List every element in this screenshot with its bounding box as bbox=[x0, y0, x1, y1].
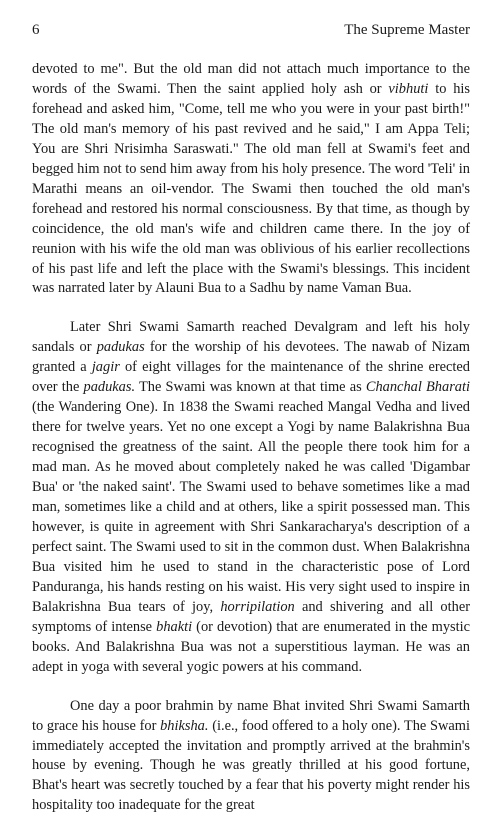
page-number: 6 bbox=[32, 22, 40, 38]
text-run: and shivering and all other symptoms of intense bbox=[32, 598, 470, 635]
italic-term: padukas bbox=[96, 339, 145, 356]
text-run: (the Wandering One). In 1838 the Swami reached Mangal Vedha and lived there for twelve years. Yet no one except a Yogi by name Balakrishna Bua recognised the greatness of the saint. All the people there took him for a mad man. As he moved about completely naked he was called 'Digambar Bua' or 'the naked saint'. The Swami used to behave sometimes like a mad man, sometimes like a child and at others, like a spirit possessed man. This however, is quite in agreement with Shri Sankaracharya's description of a perfect saint. The Swami used to sit in the common dust. When Balakrishna Bua visited him he used to stand in the characteristic pose of Lord Panduranga, his hands resting on his waist. His very sight used to inspire in Balakrishna Bua tears of joy, bbox=[32, 399, 470, 615]
paragraph-3 bbox=[32, 697, 470, 817]
italic-term: vibhuti bbox=[388, 80, 429, 97]
text-run: (i.e., food offered to a holy one). The Swami immediately accepted the invitation and promptly arrived at the brahmin's house by evening. Though he was greatly thrilled at his good fortune, Bhat's heart was secretly touched by a fear that his poverty might render his hospitality too inadequate for the great bbox=[32, 717, 470, 814]
text-run: (or devotion) that are enumerated in the mystic books. And Balakrishna Bua was not a superstitious layman. He was an adept in yoga with several yogic powers at his command. bbox=[32, 618, 470, 675]
text-run: devoted to me". But the old man did not attach much importance to the words of the Swami. Then the saint applied holy ash or bbox=[32, 61, 470, 97]
text-run: The Swami was known at that time as bbox=[135, 379, 366, 396]
text-run: of eight villages for the maintenance of the shrine erected over the bbox=[32, 359, 471, 396]
italic-term: bhiksha. bbox=[160, 717, 209, 734]
running-title: The Supreme Master bbox=[344, 22, 470, 38]
italic-term: Chanchal Bharati bbox=[365, 379, 470, 396]
italic-term: padukas. bbox=[83, 379, 136, 396]
page-body bbox=[32, 60, 470, 816]
text-run: to his forehead and asked him, "Come, tell me who you were in your past birth!" The old man's memory of his past revived and he said," I am Appa Teli; You are Shri Nrisimha Saraswati." The old man fell at Swami's feet and begged him not to send him away from his holy presence. The word 'Teli' in Marathi means an oil-vendor. The Swami then touched the old man's forehead and restored his normal consciousness. By that time, as though by coincidence, the old man's wife and children came there. In the joy of reunion with his wife the old man was oblivious of his earlier recollections of his past life and left the place with the Swami's blessings. This incident was narrated later by Alauni Bua to a Sadhu by name Vaman Bua. bbox=[32, 80, 470, 297]
text-run: One day a poor brahmin by name Bhat invited Shri Swami Samarth to grace his house for bbox=[32, 697, 470, 734]
text-run: for the worship of his devotees. The nawab of Nizam granted a bbox=[32, 339, 470, 376]
paragraph-2 bbox=[32, 318, 470, 677]
text-run: Later Shri Swami Samarth reached Devalgram and left his holy sandals or bbox=[32, 319, 470, 356]
italic-term: horripilation bbox=[220, 598, 295, 615]
italic-term: jagir bbox=[91, 359, 120, 376]
paragraph-1 bbox=[32, 60, 470, 299]
italic-term: bhakti bbox=[156, 618, 193, 635]
page-header bbox=[32, 22, 470, 39]
